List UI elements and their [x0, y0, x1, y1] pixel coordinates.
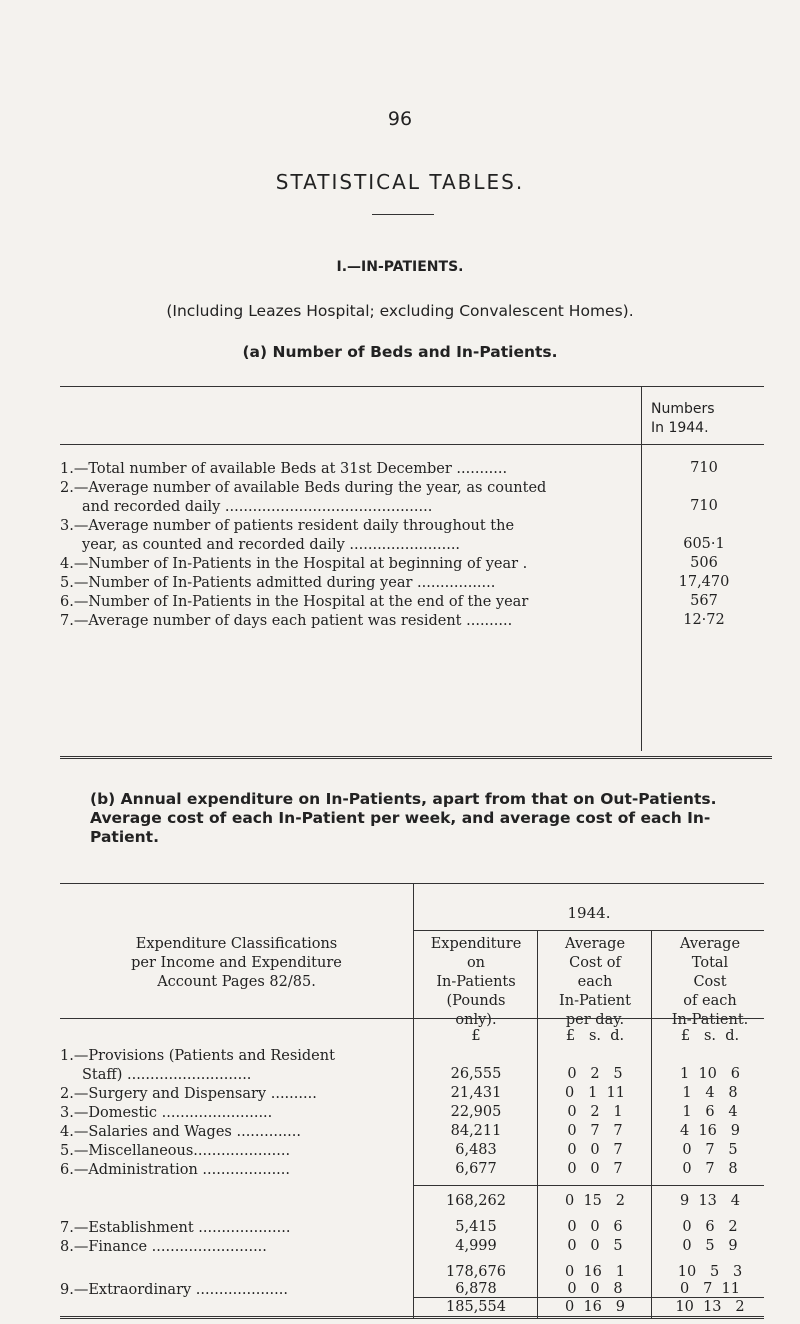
page-title: STATISTICAL TABLES. [275, 170, 525, 194]
subtotal-rule [414, 1185, 764, 1186]
table-b-cell: 0 2 5 [567, 1066, 623, 1082]
table-b-cell: 84,211 [450, 1123, 502, 1139]
subtotal-cell: 168,262 [446, 1193, 506, 1209]
title-divider [372, 214, 434, 215]
table-b-header-rule [60, 1018, 764, 1019]
table-b-cell: 0 6 2 [682, 1219, 738, 1235]
table-a-row-label: 3.—Average number of patients resident daily throughout the year, as counted and recorded daily ........................ [60, 518, 515, 553]
table-b-bottom-rule [60, 1316, 764, 1319]
table-a-heading: (a) Number of Beds and In-Patients. [242, 343, 558, 361]
table-a-row-value: 506 [690, 555, 718, 571]
table-b-cell: 1 4 8 [682, 1085, 738, 1101]
table-b-cell: 0 7 7 [567, 1123, 623, 1139]
table-a-row-label: 2.—Average number of available Beds during the year, as counted and recorded daily ............................................. [60, 480, 547, 515]
table-b-cell: 0 7 5 [682, 1142, 738, 1158]
total-cell: 0 16 9 [565, 1299, 625, 1315]
table-b-row-label: 3.—Domestic ........................ [60, 1105, 273, 1121]
table-b-row-label: 4.—Salaries and Wages .............. [60, 1124, 301, 1140]
table-a-row-value: 17,470 [678, 574, 730, 590]
table-a-row-label: 7.—Average number of days each patient was resident .......... [60, 613, 513, 629]
table-a-column-header [651, 400, 771, 438]
table-b-cell: 0 0 7 [567, 1142, 623, 1158]
table-a-row-value: 710 [690, 460, 718, 476]
table-b-cell: 6,677 [455, 1161, 497, 1177]
table-b-cell: 21,431 [450, 1085, 502, 1101]
section-subtitle: (Including Leazes Hospital; excluding Convalescent Homes). [166, 302, 634, 320]
table-a-top-rule [60, 386, 764, 387]
total-rule [414, 1297, 764, 1298]
table-b-header-cost-per-day: Average Cost of each In-Patient per day. [559, 936, 631, 1028]
subtotal-cell: 0 16 1 [565, 1264, 625, 1280]
table-a-row-value: 567 [690, 593, 718, 609]
table-b-cell: 0 5 9 [682, 1238, 738, 1254]
unit-label: £ s. d. [565, 1028, 625, 1044]
table-a-row-value: 12·72 [683, 612, 725, 628]
table-b-row-label: 5.—Miscellaneous..................... [60, 1143, 291, 1159]
table-b-cell: 0 0 8 [567, 1281, 623, 1297]
table-b-cell: 0 2 1 [567, 1104, 623, 1120]
table-b-cell: 1 6 4 [682, 1104, 738, 1120]
subtotal-cell: 178,676 [446, 1264, 506, 1280]
table-b-row-label: 9.—Extraordinary .................... [60, 1282, 288, 1298]
table-b-row-label: 8.—Finance ......................... [60, 1239, 267, 1255]
table-b-cell: 0 7 11 [680, 1281, 740, 1297]
table-b-row-label: 1.—Provisions (Patients and Resident Staff) ........................... [60, 1048, 335, 1083]
unit-label: £ s. d. [680, 1028, 740, 1044]
subtotal-cell: 10 5 3 [677, 1264, 743, 1280]
table-a-row-label: 6.—Number of In-Patients in the Hospital at the end of the year [60, 594, 529, 610]
total-cell: 10 13 2 [675, 1299, 745, 1315]
section-heading: I.—IN-PATIENTS. [336, 259, 464, 275]
table-b-row-label: 2.—Surgery and Dispensary .......... [60, 1086, 317, 1102]
table-a-column-divider [641, 386, 642, 751]
unit-label: £ [471, 1028, 481, 1044]
table-a-bottom-rule [60, 756, 772, 759]
table-b-header-total-cost: Average Total Cost of each In-Patient. [671, 936, 749, 1028]
table-b-cell: 6,483 [455, 1142, 497, 1158]
table-b-cell: 4 16 9 [680, 1123, 740, 1139]
table-b-cell: 0 0 6 [567, 1219, 623, 1235]
table-a-row-label: 4.—Number of In-Patients in the Hospital at beginning of year . [60, 556, 528, 572]
table-a-row-label: 1.—Total number of available Beds at 31st December ........... [60, 461, 508, 477]
page-number: 96 [387, 108, 413, 130]
table-b-cell: 1 10 6 [680, 1066, 740, 1082]
table-b-row-label: 7.—Establishment .................... [60, 1220, 291, 1236]
table-a-column-header-line1: Numbers [651, 401, 715, 417]
table-b-cell: 4,999 [455, 1238, 497, 1254]
table-b-top-rule [60, 883, 764, 884]
total-cell: 185,554 [446, 1299, 506, 1315]
table-a-row-label: 5.—Number of In-Patients admitted during year ................. [60, 575, 496, 591]
table-a-row-value: 710 [690, 498, 718, 514]
table-b-cell: 0 0 7 [567, 1161, 623, 1177]
table-b-cell: 0 7 8 [682, 1161, 738, 1177]
table-b-cell: 6,878 [455, 1281, 497, 1297]
table-b-cell: 26,555 [450, 1066, 502, 1082]
table-b-cell: 0 0 5 [567, 1238, 623, 1254]
table-a-column-header-line2: In 1944. [651, 420, 709, 436]
table-b-year-rule [413, 930, 764, 931]
table-a-row-value: 605·1 [683, 536, 725, 552]
table-b-cell: 5,415 [455, 1219, 497, 1235]
table-b-header-expenditure: Expenditure on In-Patients (Pounds only). [430, 936, 522, 1028]
table-a-header-rule [60, 444, 764, 445]
table-b-cell: 22,905 [450, 1104, 502, 1120]
subtotal-cell: 0 15 2 [565, 1193, 625, 1209]
table-b-header-classifications: Expenditure Classifications per Income and Expenditure Account Pages 82/85. [131, 936, 342, 990]
table-b-year-header: 1944. [567, 904, 611, 922]
table-b-cell: 0 1 11 [565, 1085, 625, 1101]
table-b-heading: (b) Annual expenditure on In-Patients, apart from that on Out-Patients. Average cost of each In-Patient per week, and average cost of each In-Patient. [90, 790, 717, 846]
table-b-row-label: 6.—Administration ................... [60, 1162, 291, 1178]
subtotal-cell: 9 13 4 [680, 1193, 740, 1209]
